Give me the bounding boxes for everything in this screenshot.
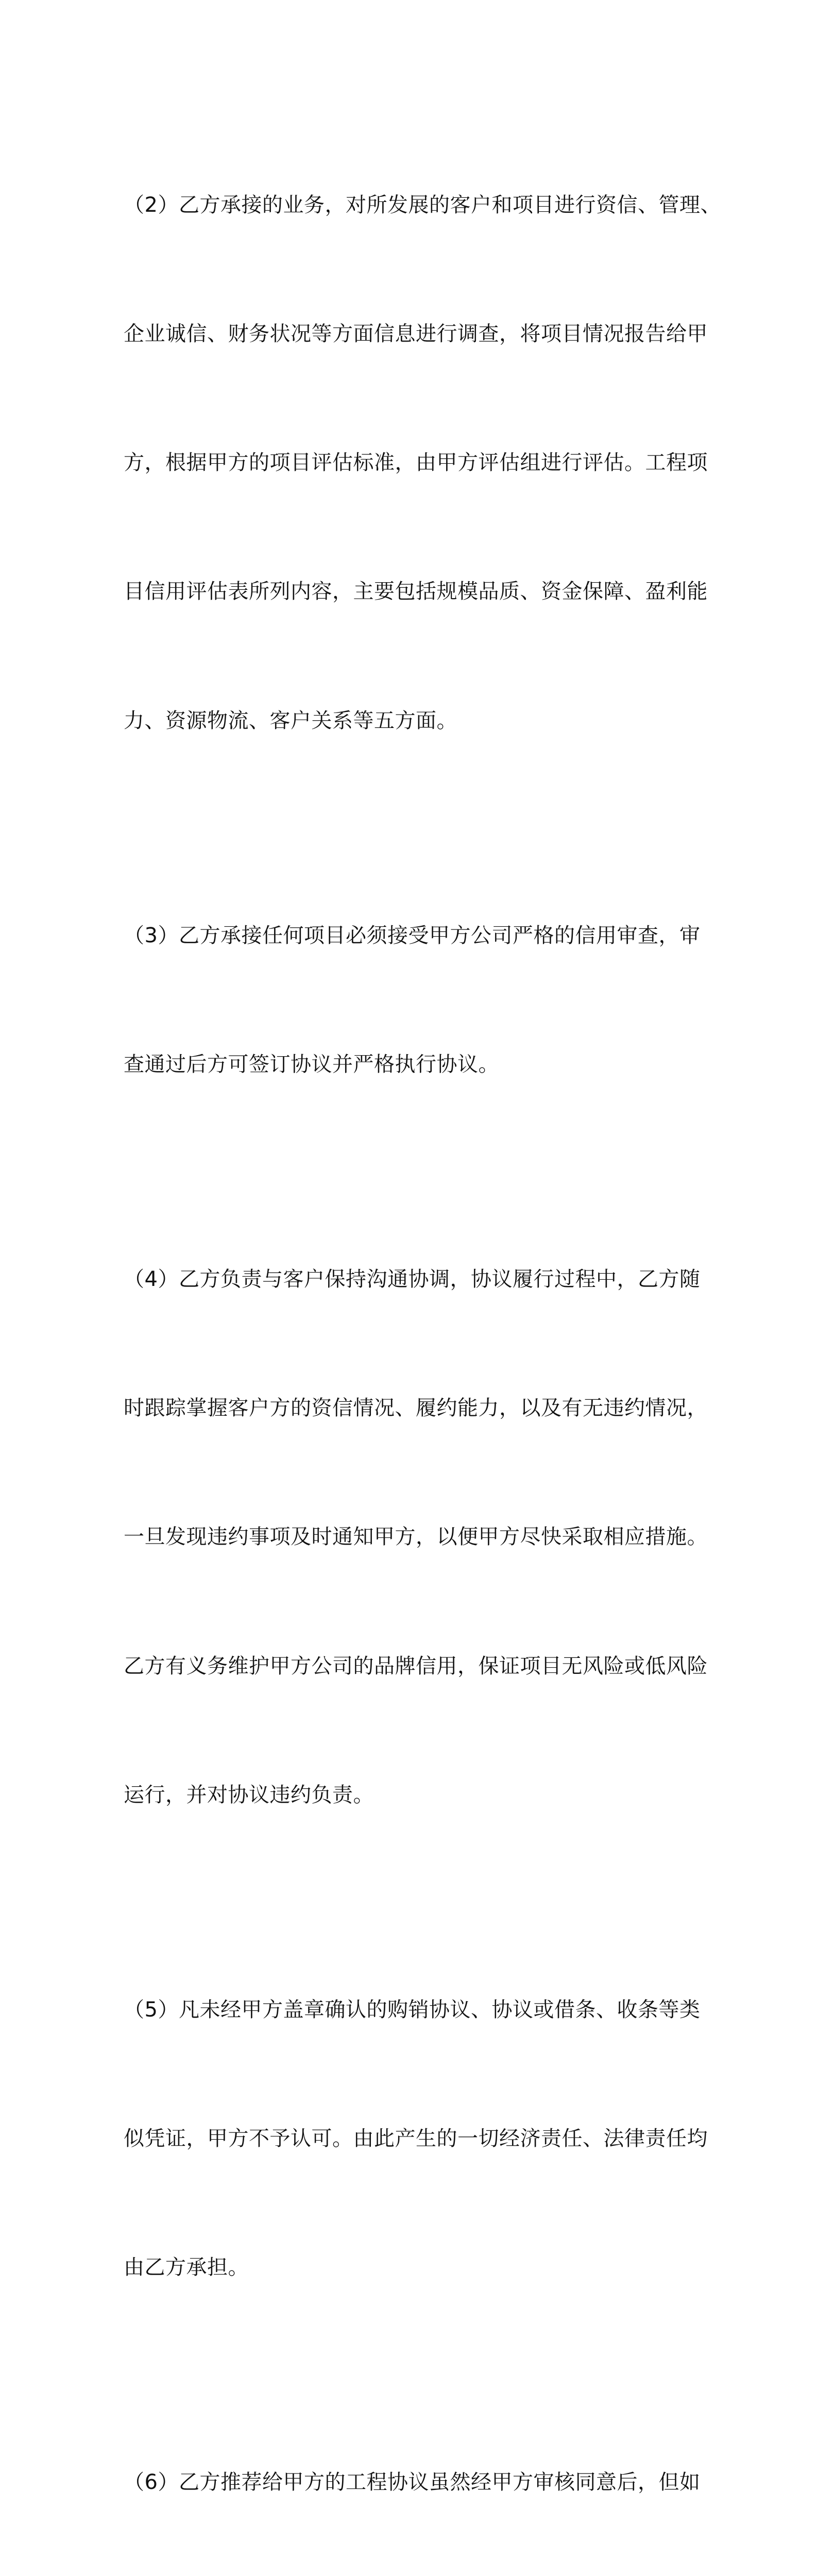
clause-paragraph bbox=[124, 1172, 708, 1903]
clause-paragraph bbox=[124, 1903, 708, 2375]
text-line: （5）凡未经甲方盖章确认的购销协议、协议或借条、收条等类 bbox=[124, 1997, 701, 2022]
text-line: 乙方有义务维护甲方公司的品牌信用，保证项目无风险或低风险 bbox=[124, 1654, 708, 1678]
text-line: 由乙方承担。 bbox=[124, 2256, 249, 2280]
text-line: 时跟踪掌握客户方的资信情况、履约能力，以及有无违约情况， bbox=[124, 1396, 708, 1420]
text-line: 查通过后方可签订协议并严格执行协议。 bbox=[124, 1052, 499, 1076]
text-line: （4）乙方负责与客户保持沟通协调，协议履行过程中，乙方随 bbox=[124, 1267, 701, 1291]
clause-paragraph bbox=[124, 98, 721, 828]
text-line: 运行，并对协议违约负责。 bbox=[124, 1783, 374, 1807]
text-line: 似凭证，甲方不予认可。由此产生的一切经济责任、法律责任均 bbox=[124, 2127, 708, 2151]
text-line: （3）乙方承接任何项目必须接受甲方公司严格的信用审查，审 bbox=[124, 923, 701, 947]
clause-paragraph bbox=[124, 2376, 699, 2576]
document-body bbox=[124, 98, 721, 2576]
clause-paragraph bbox=[124, 828, 699, 1172]
text-line: 企业诚信、财务状况等方面信息进行调查，将项目情况报告给甲 bbox=[124, 322, 708, 346]
text-line: 方，根据甲方的项目评估标准，由甲方评估组进行评估。工程项 bbox=[124, 451, 708, 475]
text-line: 一旦发现违约事项及时通知甲方，以便甲方尽快采取相应措施。 bbox=[124, 1525, 708, 1549]
text-line: （2）乙方承接的业务，对所发展的客户和项目进行资信、管理、 bbox=[124, 193, 721, 217]
text-line: 目信用评估表所列内容，主要包括规模品质、资金保障、盈利能 bbox=[124, 580, 708, 604]
text-line: 力、资源物流、客户关系等五方面。 bbox=[124, 708, 457, 733]
text-line: （6）乙方推荐给甲方的工程协议虽然经甲方审核同意后，但如 bbox=[124, 2470, 701, 2495]
